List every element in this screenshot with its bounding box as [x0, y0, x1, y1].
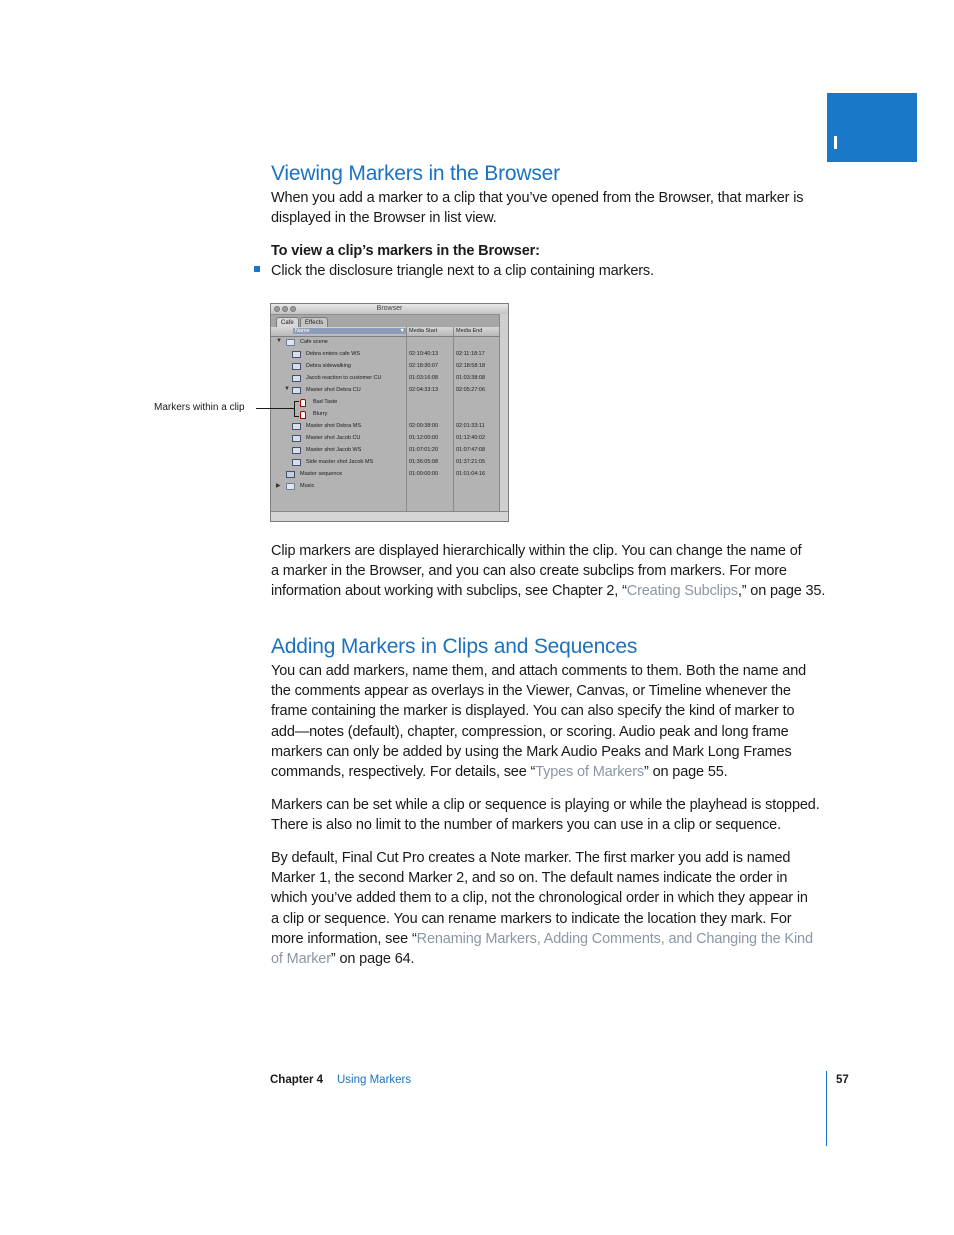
link-creating-subclips[interactable]: Creating Subclips: [626, 583, 738, 600]
sort-arrow-icon: ▼: [399, 328, 405, 334]
text-segment: more information, see “: [271, 930, 417, 947]
text-line: By default, Final Cut Pro creates a Note marker. The first marker you add is named: [271, 850, 791, 866]
bullet-icon: [254, 266, 260, 272]
column-name-label: Name: [295, 328, 310, 334]
row-name: Cafe scene: [300, 339, 328, 345]
link-renaming-markers-cont[interactable]: of Marker: [271, 951, 331, 968]
row-media-start: 02:00:38:00: [409, 423, 439, 429]
text-line: add—notes (default), chapter, compression, or scoring. Audio peak and long frame: [271, 723, 789, 740]
row-media-start: 01:07:01:20: [409, 447, 439, 453]
paragraph-clip-markers: [271, 541, 831, 602]
text-line: a marker in the Browser, and you can also create subclips from markers. For more: [271, 563, 787, 580]
row-name: Blurry: [313, 411, 328, 417]
clip-icon: [292, 363, 301, 370]
row-media-end: 02:18:58:18: [456, 363, 486, 369]
browser-row[interactable]: [271, 421, 499, 433]
callout-line: [256, 408, 294, 409]
link-types-of-markers[interactable]: Types of Markers: [535, 764, 645, 781]
text-segment: ,” on page 35.: [737, 583, 826, 600]
text-segment: ” on page 64.: [330, 951, 415, 968]
text-line: There is also no limit to the number of markers you can use in a clip or sequence.: [271, 817, 781, 834]
row-name: Master shot Debra MS: [306, 423, 362, 429]
row-media-start: 02:18:30:07: [409, 363, 439, 369]
browser-row[interactable]: [271, 361, 499, 373]
clip-icon: [292, 351, 301, 358]
text-line: Marker 1, the second Marker 2, and so on. The default names indicate the order in: [271, 870, 788, 887]
text-line: [271, 762, 831, 782]
clip-icon: [292, 447, 301, 454]
browser-row[interactable]: [271, 373, 499, 385]
text-line: You can add markers, name them, and attach comments to them. Both the name and: [271, 663, 807, 679]
folder-icon: [286, 483, 295, 490]
text-line: When you add a marker to a clip that you’ve opened from the Browser, that marker is: [271, 190, 804, 206]
row-name: Side master shot Jacob MS: [306, 459, 374, 465]
row-media-start: 01:03:16:08: [409, 375, 439, 381]
window-titlebar: [271, 304, 508, 315]
section-heading-adding-markers: Adding Markers in Clips and Sequences: [271, 635, 638, 658]
paragraph-marker-limits: [271, 795, 831, 835]
marker-icon: [300, 411, 306, 419]
row-media-start: 01:00:00:00: [409, 471, 439, 477]
row-media-end: 01:01:04:16: [456, 471, 486, 477]
text-line: [271, 929, 831, 949]
row-media-start: 02:04:33:13: [409, 387, 439, 393]
row-name: Master shot Jacob CU: [306, 435, 361, 441]
folder-icon: [286, 339, 295, 346]
row-name: Music: [300, 483, 315, 489]
paragraph-default-markers: [271, 848, 831, 969]
row-name: Master shot Jacob WS: [306, 447, 362, 453]
row-media-end: 01:07:47:08: [456, 447, 486, 453]
text-line: [271, 581, 831, 601]
row-name: Jacob reaction to customer CU: [306, 375, 382, 381]
browser-row[interactable]: [271, 445, 499, 457]
footer-chapter: Chapter 4: [270, 1074, 324, 1086]
row-media-end: 01:03:38:08: [456, 375, 486, 381]
browser-row[interactable]: [271, 409, 499, 421]
row-media-start: 01:12:00:00: [409, 435, 439, 441]
row-media-start: 02:10:40:13: [409, 351, 439, 357]
row-media-end: 02:01:33:11: [456, 423, 485, 429]
figure-callout: Markers within a clip: [154, 402, 245, 413]
row-name: Debra enters cafe WS: [306, 351, 361, 357]
bullet-step: Click the disclosure triangle next to a clip containing markers.: [271, 263, 654, 279]
clip-icon: [292, 375, 301, 382]
browser-row[interactable]: [271, 397, 499, 409]
browser-row[interactable]: [271, 385, 499, 397]
row-name: Bad Taste: [313, 399, 338, 405]
tab-effects[interactable]: Effects: [300, 317, 328, 328]
disclosure-triangle-icon[interactable]: ▼: [276, 338, 282, 344]
text-segment: ” on page 55.: [644, 764, 728, 781]
text-line: markers can only be added by using the Mark Audio Peaks and Mark Long Frames: [271, 743, 792, 760]
clip-icon: [292, 423, 301, 430]
row-media-end: 01:12:40:02: [456, 435, 486, 441]
bottom-bar: [271, 511, 508, 522]
marker-icon: [300, 399, 306, 407]
paragraph-adding-markers: [271, 661, 831, 782]
disclosure-triangle-icon[interactable]: ▶: [276, 483, 281, 489]
browser-screenshot: [270, 303, 509, 522]
chapter-tab: [827, 93, 917, 162]
column-name[interactable]: [293, 328, 407, 334]
text-line: displayed in the Browser in list view.: [271, 210, 497, 227]
section-heading-viewing-markers: Viewing Markers in the Browser: [271, 162, 560, 185]
browser-row[interactable]: [271, 433, 499, 445]
browser-row[interactable]: [271, 457, 499, 469]
browser-row[interactable]: [271, 349, 499, 361]
column-header-row: [271, 327, 499, 337]
task-heading: To view a clip’s markers in the Browser:: [271, 243, 540, 259]
callout-bracket: [294, 401, 299, 417]
row-media-end: 02:11:18:17: [456, 351, 485, 357]
browser-row[interactable]: [271, 481, 499, 493]
intro-paragraph: [271, 188, 831, 228]
link-renaming-markers[interactable]: Renaming Markers, Adding Comments, and Changing the Kind: [416, 930, 813, 947]
page-number: 57: [836, 1074, 849, 1086]
row-media-start: 01:36:05:08: [409, 459, 439, 465]
chapter-tab-mark: [834, 136, 837, 149]
row-media-end: 02:05:27:06: [456, 387, 486, 393]
row-name: Master sequence: [300, 471, 343, 477]
text-line: Markers can be set while a clip or sequence is playing or while the playhead is stopped.: [271, 797, 820, 813]
seq-icon: [286, 471, 295, 478]
footer-rule: [826, 1071, 827, 1146]
window-title: Browser: [376, 305, 403, 312]
text-line: Clip markers are displayed hierarchically within the clip. You can change the name of: [271, 543, 802, 559]
row-name: Debra sidewalking: [306, 363, 351, 369]
tab-bar: [271, 315, 508, 327]
text-segment: information about working with subclips, see Chapter 2, “: [271, 583, 627, 600]
text-line: a clip or sequence. You can rename markers to indicate the location they mark. For: [271, 910, 792, 927]
row-name: Master shot Debra CU: [306, 387, 361, 393]
clip-icon: [292, 435, 301, 442]
text-segment: commands, respectively. For details, see “: [271, 764, 536, 781]
column-media-start[interactable]: Media Start: [409, 328, 438, 334]
text-line: which you’ve added them to a clip, not the chronological order in which they appear in: [271, 890, 808, 907]
text-line: frame containing the marker is displayed. You can also specify the kind of marker to: [271, 703, 795, 720]
row-media-end: 01:37:21:05: [456, 459, 486, 465]
disclosure-triangle-icon[interactable]: ▼: [284, 386, 290, 392]
clip-icon: [292, 459, 301, 466]
text-line: the comments appear as overlays in the Viewer, Canvas, or Timeline whenever the: [271, 683, 791, 700]
browser-row[interactable]: [271, 337, 499, 349]
text-line: [271, 949, 831, 969]
tab-cafe[interactable]: Cafe: [276, 317, 299, 328]
clip-icon: [292, 387, 301, 394]
column-media-end[interactable]: Media End: [456, 328, 483, 334]
footer-chapter-title[interactable]: Using Markers: [337, 1074, 412, 1086]
vertical-scrollbar[interactable]: [499, 314, 509, 512]
browser-row[interactable]: [271, 469, 499, 481]
